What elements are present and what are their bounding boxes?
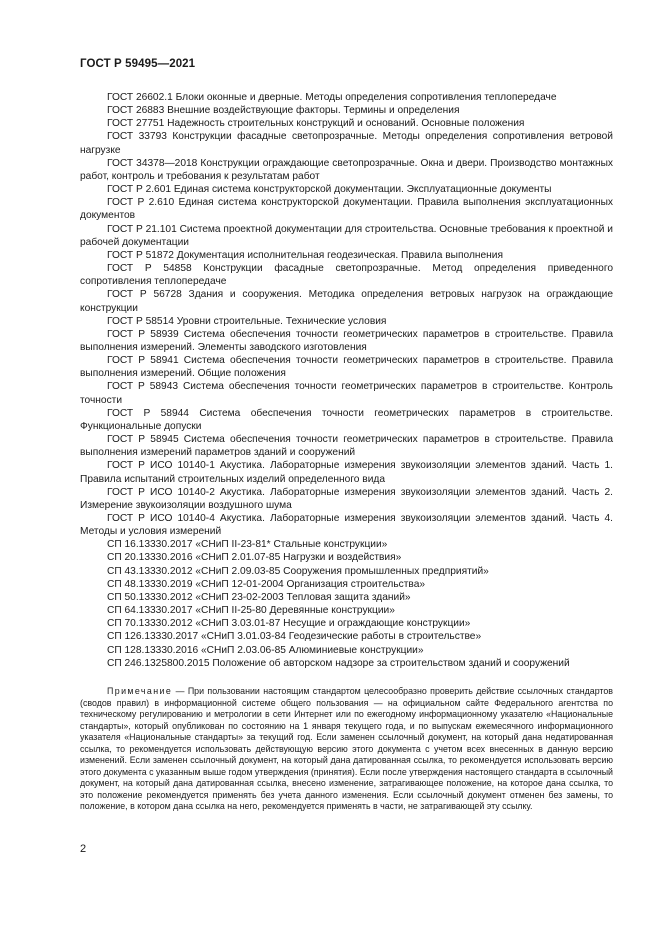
reference-item: СП 70.13330.2012 «СНиП 3.03.01-87 Несущие и ограждающие конструкции» xyxy=(107,618,471,630)
normative-references-list xyxy=(80,91,613,670)
reference-item: ГОСТ Р 58514 Уровни строительные. Технические условия xyxy=(107,315,387,327)
reference-item: ГОСТ Р 58939 Система обеспечения точности геометрических параметров в строительстве. Правила выполнения измерений. Элементы заводского изготовления xyxy=(80,328,613,353)
reference-item: ГОСТ 34378—2018 Конструкции ограждающие светопрозрачные. Окна и двери. Производство монтажных работ, контроль и требования к результатам работ xyxy=(80,157,613,182)
reference-item: ГОСТ 27751 Надежность строительных конструкций и оснований. Основные положения xyxy=(107,118,525,130)
reference-item: ГОСТ Р 21.101 Система проектной документации для строительства. Основные требования к проектной и рабочей документации xyxy=(80,223,613,248)
reference-item: ГОСТ Р 58943 Система обеспечения точности геометрических параметров в строительстве. Контроль точности xyxy=(80,381,613,406)
page-number: 2 xyxy=(80,843,87,855)
reference-item: ГОСТ Р ИСО 10140-2 Акустика. Лабораторные измерения звукоизоляции элементов зданий. Часть 2. Измерение звукоизоляции воздушного шума xyxy=(80,486,613,511)
note-text: При пользовании настоящим стандартом целесообразно проверить действие ссылочных стандартов (сводов правил) в информационной системе общего пользования — на официальном сайте Федерального агентства по техническому регулированию и метрологии в сети Интернет или по ежегодному информационному указателю «Национальные стандарты», который опубликован по состоянию на 1 января текущего года, и по выпускам ежемесячного информационного указателя «Национальные стандарты» за текущий год. Если заменен ссылочный документ, на который дана недатированная ссылка, то рекомендуется использовать действующую версию этого документа с учетом всех внесенных в данную версию изменений. Если заменен ссылочный документ, на который дана датированная ссылка, то рекомендуется использовать версию этого документа с указанным выше годом утверждения (принятия). Если после утверждения настоящего стандарта в ссылочный документ, на который дана датированная ссылка, внесено изменение, затрагивающее положение, на которое дана ссылка, то это положение рекомендуется применять без учета данного изменения. Если ссылочный документ отменен без замены, то положение, в котором дана ссылка на него, рекомендуется применять в части, не затрагивающей эту ссылку. xyxy=(80,686,613,812)
reference-item: ГОСТ Р ИСО 10140-1 Акустика. Лабораторные измерения звукоизоляции элементов зданий. Часть 1. Правила испытаний строительных изделий определенного вида xyxy=(80,460,613,485)
note-paragraph xyxy=(80,686,613,813)
note-dash: — xyxy=(172,686,188,696)
reference-item: ГОСТ Р 2.601 Единая система конструкторской документации. Эксплуатационные документы xyxy=(107,184,552,196)
reference-item: ГОСТ Р ИСО 10140-4 Акустика. Лабораторные измерения звукоизоляции элементов зданий. Часть 4. Методы и условия измерений xyxy=(80,513,613,538)
reference-item: ГОСТ Р 58945 Система обеспечения точности геометрических параметров в строительстве. Правила выполнения измерений параметров зданий и сооружений xyxy=(80,434,613,459)
reference-item: ГОСТ Р 54858 Конструкции фасадные светопрозрачные. Метод определения приведенного сопротивления теплопередаче xyxy=(80,263,613,288)
reference-item: СП 20.13330.2016 «СНиП 2.01.07-85 Нагрузки и воздействия» xyxy=(107,552,402,564)
reference-item: СП 48.13330.2019 «СНиП 12-01-2004 Организация строительства» xyxy=(107,578,426,590)
reference-item: СП 246.1325800.2015 Положение об авторском надзоре за строительством зданий и сооружений xyxy=(107,657,570,669)
reference-item: СП 128.13330.2016 «СНиП 2.03.06-85 Алюминиевые конструкции» xyxy=(107,644,424,656)
document-header: ГОСТ Р 59495—2021 xyxy=(80,58,196,70)
reference-item: ГОСТ Р 2.610 Единая система конструкторской документации. Правила выполнения эксплуатационных документов xyxy=(80,197,613,222)
reference-item: СП 64.13330.2017 «СНиП II-25-80 Деревянные конструкции» xyxy=(107,605,395,617)
reference-item: ГОСТ Р 56728 Здания и сооружения. Методика определения ветровых нагрузок на ограждающие конструкции xyxy=(80,289,613,314)
reference-item: ГОСТ Р 51872 Документация исполнительная геодезическая. Правила выполнения xyxy=(107,249,504,261)
reference-item: СП 16.13330.2017 «СНиП II-23-81* Стальные конструкции» xyxy=(107,539,388,551)
reference-item: ГОСТ Р 58941 Система обеспечения точности геометрических параметров в строительстве. Правила выполнения измерений. Общие положения xyxy=(80,355,613,380)
reference-item: ГОСТ 26883 Внешние воздействующие факторы. Термины и определения xyxy=(107,105,460,117)
reference-item: ГОСТ 33793 Конструкции фасадные светопрозрачные. Методы определения сопротивления ветровой нагрузке xyxy=(80,131,613,156)
note-label: Примечание xyxy=(107,686,173,696)
reference-item: СП 50.13330.2012 «СНиП 23-02-2003 Тепловая защита зданий» xyxy=(107,591,411,603)
reference-item: СП 43.13330.2012 «СНиП 2.09.03-85 Сооружения промышленных предприятий» xyxy=(107,565,489,577)
reference-item: СП 126.13330.2017 «СНиП 3.01.03-84 Геодезические работы в строительстве» xyxy=(107,631,482,643)
reference-item: ГОСТ 26602.1 Блоки оконные и дверные. Методы определения сопротивления теплопередаче xyxy=(107,92,557,103)
reference-item: ГОСТ Р 58944 Система обеспечения точности геометрических параметров в строительстве. Функциональные допуски xyxy=(80,407,613,432)
